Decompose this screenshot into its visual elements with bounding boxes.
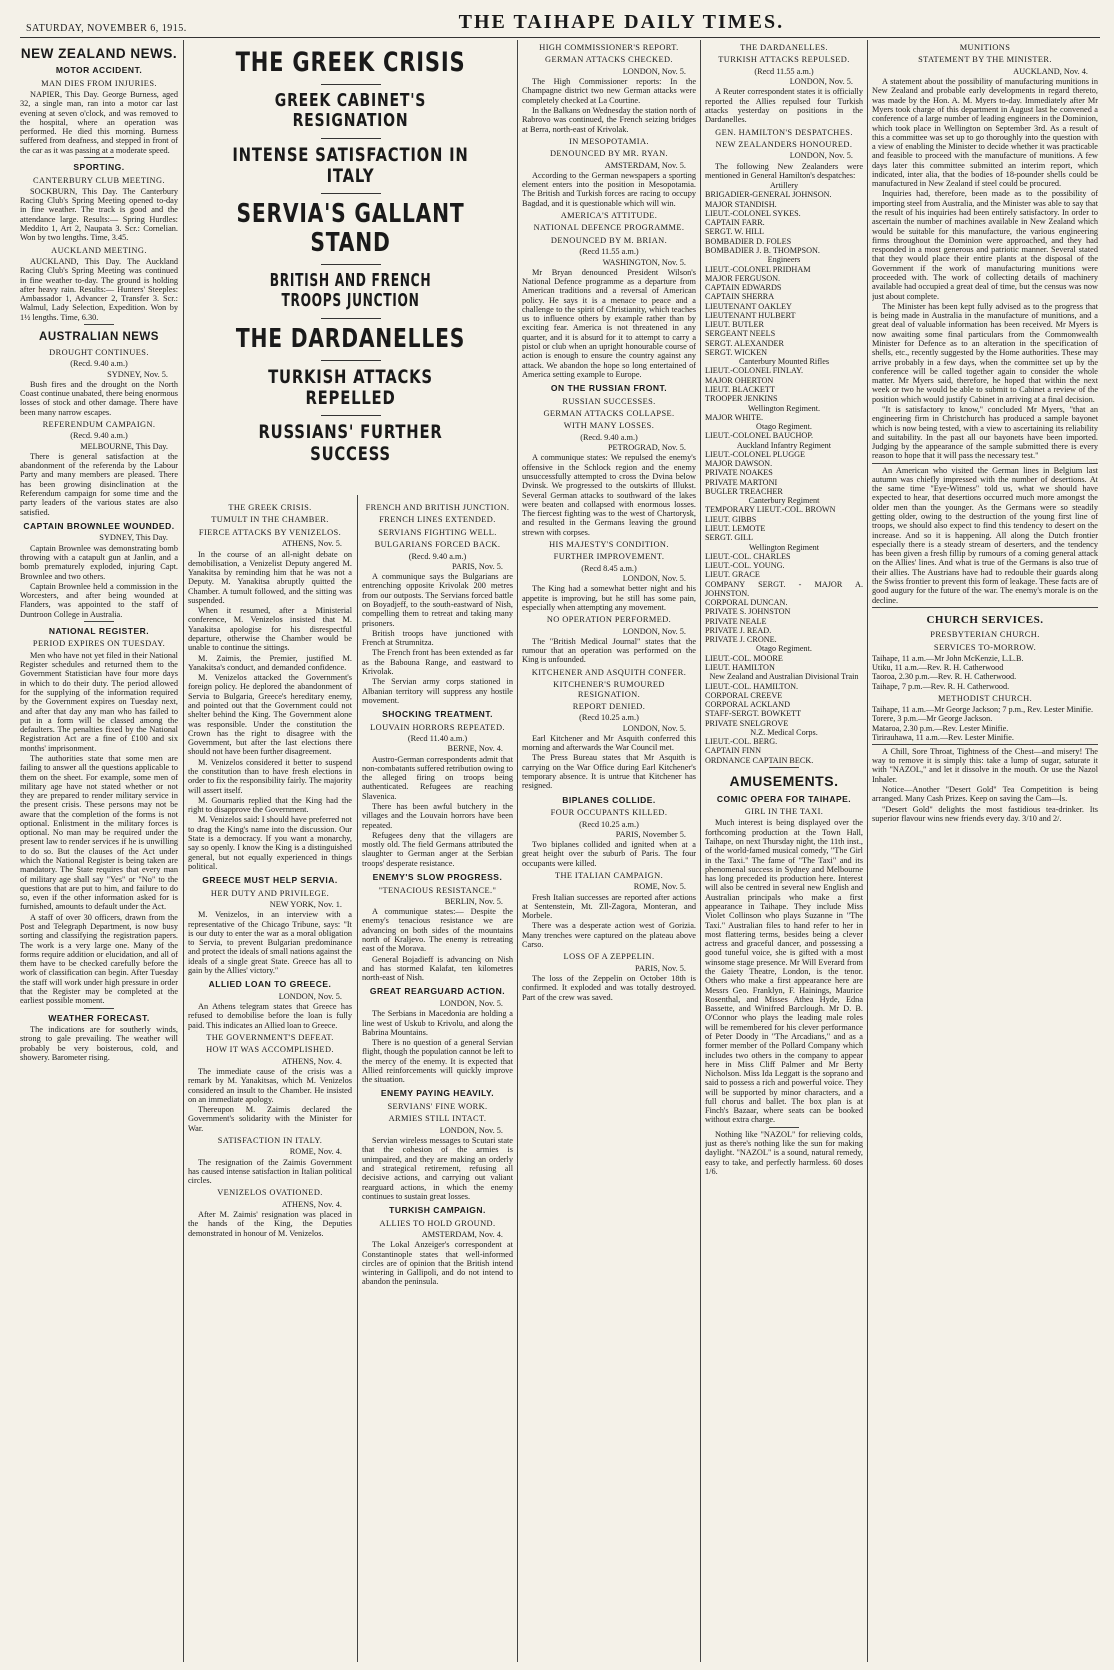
article-heading: NATIONAL REGISTER. — [48, 625, 150, 636]
article-subheading: BULGARIANS FORCED BACK. — [374, 540, 501, 550]
article-subheading: STATEMENT BY THE MINISTER. — [918, 55, 1052, 65]
article-body: The following New Zealanders were mentioned in General Hamilton's despatches: — [705, 161, 863, 180]
honoured-name: LIEUT.-COLONEL SYKES. — [705, 208, 801, 218]
honoured-name: BOMBADIER J. B. THOMPSON. — [705, 246, 820, 256]
article-body: AUCKLAND, This Day. The Auckland Racing Club's Spring Meeting was continued in fine weather to-day. The ground is holding after heavy rain. Results:— Hunters' Steeples: Ambassador 1, Advancer 2, Transfer 3. Scr.: Walmul, Lady Selection, Expedition. Won by 1½ lengths. Time, 6.30. — [20, 257, 178, 322]
article-subheading: LOUVAIN HORRORS REPEATED. — [370, 722, 505, 732]
article-heading: THE GREEK CRISIS. — [228, 503, 312, 512]
dateline: ROME, Nov. 5. — [633, 882, 686, 892]
dateline: ATHENS, Nov. 4. — [281, 1056, 342, 1066]
unit-heading: Canterbury Mounted Rifles — [738, 357, 830, 367]
article-body: NAPIER, This Day. George Burness, aged 32, a single man, ran into a motor car last evening at seven o'clock, and was removed to the hospital, where an operation was performed. He died this morning. Burness suffered from deafness, and stepped in front of the car as it was passing at a moderate speed. — [20, 90, 178, 155]
article-heading: ON THE RUSSIAN FRONT. — [550, 383, 668, 394]
article-subheading: WITH MANY LOSSES. — [563, 421, 655, 431]
article-subheading: ARMIES STILL INTACT. — [388, 1114, 487, 1124]
service-item: Taihape, 11 a.m.—Mr John McKenzie, L.L.B. — [872, 653, 1024, 663]
honoured-name: TROOPER JENKINS — [705, 394, 778, 404]
honoured-name: LIEUT. BUTLER — [705, 320, 764, 330]
article-heading: FRENCH AND BRITISH JUNCTION. — [365, 503, 510, 512]
article-body: Mr Bryan denounced President Wilson's National Defence programme as a departure from American traditions and a reversal of American policy. He says it is a menace to peace and a challenge to the spirit of Christianity, which teaches us to influence others by example rather than by exciting fear. America is not threatened in any quarter, and it is absurd for it to attempt to carry a pistol or club when an upright honourable course of action is enough to ensure the country against any attack. We abandon the hope so long entertained of America setting example to Europe. — [522, 267, 696, 379]
article-body: Bush fires and the drought on the North Coast continue unabated, there being enormous losses of stock and other damage. There have been many narrow escapes. — [20, 379, 178, 417]
unit-heading: Wellington Regiment. — [747, 403, 821, 413]
article-body: There is no question of a general Servian flight, though the population cannot be left to the mercy of the enemy. It is expected that Allied reinforcements will quickly improve the situation. — [362, 1038, 513, 1085]
honoured-name: CAPTAIN FARR. — [705, 218, 765, 228]
received-time: (Recd 11.55 a.m.) — [579, 247, 639, 257]
article-body: A communique states:— Despite the enemy's tenacious resistance we are advancing on both sides of the mountains north of Kraljevo. The enemy is retreating east of the Morava. — [362, 907, 513, 954]
article-subheading: KITCHENER'S RUMOURED RESIGNATION. — [553, 680, 665, 699]
article-subheading: DENOUNCED BY MR. RYAN. — [549, 149, 669, 159]
honoured-name: MAJOR OHERTON — [705, 375, 774, 385]
honoured-name: CAPTAIN FINN — [705, 746, 761, 756]
honoured-name: SERGT. WICKEN — [705, 347, 768, 357]
honoured-name: PRIVATE NOAKES — [705, 468, 773, 478]
received-time: (Recd. 9.40 a.m.) — [70, 431, 128, 441]
banner-line: SERVIA'S GALLANT STAND — [236, 199, 465, 259]
column-6 — [872, 40, 1098, 1662]
article-heading: COMIC OPERA FOR TAIHAPE. — [716, 793, 852, 804]
article-body: Captain Brownlee held a commission in the Worcesters, and after being wounded at Flanders, was appointed to the staff of Duntroon College in Australia. — [20, 581, 178, 619]
honoured-name: SERGT. W. HILL — [705, 227, 764, 237]
article-subheading: CANTERBURY CLUB MEETING. — [33, 175, 165, 185]
article-heading: ENEMY'S SLOW PROGRESS. — [372, 871, 503, 882]
banner-line: RUSSIANS' FURTHER SUCCESS — [258, 421, 443, 465]
article-body: There is general satisfaction at the abandonment of the referenda by the Labour Party and many members are pleased. There has been growing disinclination at the Referendum campaign for some time and the party leaders of the various states are also satisfied. — [20, 451, 178, 517]
honoured-name: LIEUT.-COLONEL FINLAY. — [705, 366, 804, 376]
dateline: BERLIN, Nov. 5. — [444, 896, 503, 906]
article-heading: SATISFACTION IN ITALY. — [217, 1135, 323, 1145]
dateline: LONDON, Nov. 5. — [789, 151, 853, 161]
article-subheading: TUMULT IN THE CHAMBER. — [211, 515, 329, 525]
article-body: The resignation of the Zaimis Government has caused intense satisfaction in Italian political circles. — [188, 1157, 352, 1186]
service-item: Torere, 3 p.m.—Mr George Jackson. — [872, 714, 993, 724]
honoured-name: LIEUT.-COLONEL PLUGGE — [705, 449, 806, 459]
column-rule — [357, 495, 358, 1662]
honoured-name: CAPTAIN SHERRA — [705, 292, 775, 302]
article-heading: THE ITALIAN CAMPAIGN. — [554, 870, 664, 880]
unit-heading: Wellington Regiment — [748, 542, 820, 552]
article-heading: TURKISH CAMPAIGN. — [389, 1205, 486, 1216]
article-body: A staff of over 30 officers, drawn from the Post and Telegraph Department, is now busy sorting and classifying the registration papers. The work is a very large one. Many of the forms require addition or elucidation, and all of them have to be checked carefully before the work of classification can begin. After Tuesday the staff will work under high pressure in order that the Register may be completed at the earliest possible moment. — [20, 912, 178, 1006]
honoured-name: LIEUT.-COL. YOUNG. — [705, 561, 785, 571]
article-body: The loss of the Zeppelin on October 18th is confirmed. It exploded and was totally destroyed. Part of the crew was saved. — [522, 974, 696, 1002]
article-subheading: SERVIANS' FINE WORK. — [387, 1102, 488, 1111]
column-rule — [183, 40, 184, 1662]
honoured-name: LIEUTENANT HULBERT — [705, 310, 796, 320]
service-item: Taoroa, 2.30 p.m.—Rev. R. H. Catherwood. — [872, 672, 1017, 682]
article-heading: VENIZELOS OVATIONED. — [217, 1188, 323, 1198]
article-heading: NO OPERATION PERFORMED. — [546, 615, 672, 625]
dateline: PARIS, November 5. — [615, 829, 686, 839]
column-5 — [705, 40, 863, 1662]
banner-line: TURKISH ATTACKS REPELLED — [268, 365, 433, 409]
article-body: Thereupon M. Zaimis declared the Government's solidarity with the Minister for War. — [188, 1105, 352, 1133]
article-body: Servian wireless messages to Scutari state that the cohesion of the armies is unimpaired, and they are making an orderly and strategical retirement, refusing all decisive actions, and carrying out valiant rearguard actions, in which the enemy continues to sustain great losses. — [362, 1136, 513, 1201]
article-body: The Minister has been kept fully advised as to the progress that is being made in Australia in the manufacture of munitions, and a great deal of valuable information has been received. Mr Myers is now awaiting some final particulars from the Commonwealth Minister for Defence as to an alteration in the specification of shells, etc., recently suggested by the Home authorities. These may arrive probably in a few days, when the committee set up by the conference will be called together again to consider the whole matter. Mr Myers said, therefore, he hoped that within the next week or two he would be able to submit to Cabinet a review of the position which would justify Cabinet in arriving at a final decision. — [872, 301, 1098, 404]
article-subheading: REPORT DENIED. — [572, 701, 646, 711]
columns — [20, 40, 1100, 1662]
article-heading: AMERICA'S ATTITUDE. — [560, 211, 658, 220]
article-heading: THE DARDANELLES. — [740, 43, 828, 52]
article-subheading: GIRL IN THE TAXI. — [744, 807, 824, 817]
church-heading: PRESBYTERIAN CHURCH. — [930, 630, 1040, 640]
unit-heading: Otago Regiment. — [756, 422, 812, 432]
honoured-name: LIEUT.-COL. BERG. — [705, 737, 778, 747]
article-subheading: FURTHER IMPROVEMENT. — [553, 552, 665, 562]
article-subheading: GERMAN ATTACKS CHECKED. — [545, 55, 673, 65]
article-body: According to the German newspapers a sporting element enters into the position in Mesopotamia. The British and Turkish forces are racing to occupy Bagdad, and it is questionable which will win. — [522, 170, 696, 208]
honoured-name: LIEUT. GRACE — [705, 570, 760, 580]
dateline: LONDON, Nov. 5. — [439, 1125, 503, 1135]
received-time: (Recd 8.45 a.m.) — [581, 563, 637, 573]
honoured-name: LIEUTENANT OAKLEY — [705, 301, 792, 311]
article-subheading: HER DUTY AND PRIVILEGE. — [210, 888, 330, 898]
article-body: Much interest is being displayed over the forthcoming production at the Town Hall, Taihape, on next Thursday night, the 11th inst., of the world-famed musical comedy, "The Girl in the Taxi." The fame of "The Taxi" and its phenomenal success in Sydney and Melbourne has long preceded its production here. Interest will also be centred in several new English and Australian principals who make a first appearance in Taihape. They include Miss Violet Collinson who plays Suzanne in "The Taxi." Australian files to hand refer to her in most flattering terms, besides being a clever actress and graceful dancer, and possessing a good tuneful voice, she is gifted with a most winsome stage presence. Mr Will Everard from the Gaiety Theatre, London, is the tenor. Others who make a first appearance here are Messrs Geo. Franklyn, F. Hainings, Maurice Rosenthal, and Misses Athea Hyde, Edna Bassette, and Winifred Barclough. Mr D. B. O'Connor who plays the leading male roles will be remembered for his clever performance of Peter Doody in "The Arcadians," and as a former member of the Pollard Company which includes two others in the company to appear here in Miss Cliff Palmer and Mr Berty Nicholson. Miss Ida Leggatt is the soprano and said to possess a rich and powerful voice. They will be supported by minor characters, and a full chorus and ballet. The box plan is at Finch's Bazaar, where seats can be booked without extra charge. — [705, 818, 863, 1125]
advertisement: A Chill, Sore Throat, Tightness of the Chest—and misery! The way to remove it is simply this: take a lump of sugar, saturate it with "NAZOL," and let it dissolve in the mouth. Or use the Nazol Inhaler. — [872, 746, 1098, 784]
honoured-name: LIEUT.-COLONEL PRIDHAM — [705, 264, 811, 274]
amusements-heading: AMUSEMENTS. — [729, 772, 839, 789]
received-time: (Recd. 9.40 a.m.) — [70, 359, 128, 369]
honoured-name: MAJOR STANDISH. — [705, 199, 777, 209]
dateline: LONDON, Nov. 5. — [622, 66, 686, 76]
article-subheading: ALLIES TO HOLD GROUND. — [379, 1218, 496, 1228]
article-heading: WEATHER FORECAST. — [48, 1012, 150, 1023]
article-body: Fresh Italian successes are reported after actions at Sentenstein, Mt. Zll-Zagora, Monteran, and Morbele. — [522, 892, 696, 921]
article-body: After M. Zaimis' resignation was placed in the hands of the King, the Deputies demonstrated in honour of M. Venizelos. — [188, 1210, 352, 1238]
church-subheading: SERVICES TO-MORROW. — [933, 642, 1037, 652]
article-body: Captain Brownlee was demonstrating bomb throwing with a catapult gun at Janlin, and a bomb prematurely exploded, injuring Capt. Brownlee and two others. — [20, 543, 178, 581]
dateline: AMSTERDAM, Nov. 4. — [421, 1229, 503, 1239]
article-heading: MUNITIONS — [959, 43, 1011, 52]
dateline: ROME, Nov. 4. — [289, 1147, 342, 1157]
article-subheading: DENOUNCED BY M. BRIAN. — [550, 235, 668, 245]
article-body: M. Venizelos, in an interview with a representative of the Chicago Tribune, says: "It is our duty to enter the war as a moral obligation to Servia, to prevent Bulgarian predominance and protect the ideals of small nations against the ideals of a single great State. Greece has all to gain by the Allies' victory." — [188, 910, 352, 975]
honoured-name: PRIVATE SNELGROVE — [705, 718, 789, 728]
dateline: WASHINGTON, Nov. 5. — [602, 257, 686, 267]
honoured-name: SERGT. ALEXANDER — [705, 338, 784, 348]
article-body: Men who have not yet filed in their National Register schedules and returned them to the Government Statistician have four more days in which to do their duty. The period allowed for the supplying of the information required by the Government expires on Tuesday next, and after that day any man who has failed to put in a form will be classed among the defaulters. The penalties fixed by the National Registration Act are a fine of £100 and six months' imprisonment. — [20, 650, 178, 753]
article-heading: SHOCKING TREATMENT. — [382, 709, 493, 720]
dateline: PETROGRAD, Nov. 5. — [607, 443, 686, 453]
honoured-name: CORPORAL ACKLAND — [705, 700, 790, 710]
received-time: (Recd 10.25 a.m.) — [579, 819, 639, 829]
column-rule — [700, 40, 701, 1662]
church-heading: METHODIST CHURCH. — [937, 693, 1033, 703]
honoured-name: STAFF-SERGT. BOWKETT — [705, 709, 802, 719]
honoured-name: MAJOR WHITE. — [705, 412, 764, 422]
unit-heading: Engineers — [767, 255, 801, 265]
australian-news-heading: AUSTRALIAN NEWS — [39, 330, 159, 343]
received-time: (Recd. 9.40 a.m.) — [580, 432, 638, 442]
article-subheading: DROUGHT CONTINUES. — [49, 347, 149, 357]
article-body: M. Venizelos attacked the Government's foreign policy. He deplored the abandonment of Servia to Bulgaria, Greece's hereditary enemy, and pointed out that the Government could not shelter behind the King. The Government alone was responsible. Under the constitution the Crown has the right to disagree with the Government, but after the last elections there should not have been further disagreement. — [188, 673, 352, 757]
article-subheading: GERMAN ATTACKS COLLAPSE. — [543, 409, 675, 419]
article-heading: THE GOVERNMENT'S DEFEAT. — [206, 1032, 334, 1042]
article-body: M. Venizelos considered it better to suspend the constitution than to have fresh elections in order to fix the responsibility fairly. The majority will assert itself. — [188, 757, 352, 795]
article-subheading: SERVIANS FIGHTING WELL. — [378, 527, 497, 537]
honoured-name: LIEUT.-COL. CHARLES — [705, 551, 791, 561]
article-heading: ALLIED LOAN TO GREECE. — [208, 979, 332, 990]
article-body: An American who visited the German lines in Belgium last autumn was chiefly impressed with the number of desertions. At the same time "Eye-Witness" told us, what we should have expected to hear, that desertions occurred much more amongst the older men than the younger. As the Germans were so steadily getting older, owing to the destruction of the young first line of troops, we should also expect to find this tendency to desert on the increase. And so it is happening. All along the Dutch frontier especially there is a steady stream of deserters, and the tendency has been given a fresh fillip by rumours of a coming general attack on the Allies' lines. And what is true of the Germans is also true of their allies. The Austrians have had to redouble their guards along the Swiss frontier to prevent this form of leakage. These facts are of good augury for the future of the war. The enemy's morale is on the decline. — [872, 465, 1098, 605]
honoured-name: BOMBADIER D. FOLES — [705, 236, 792, 246]
newspaper-title: THE TAIHAPE DAILY TIMES. — [458, 11, 785, 33]
nz-news-heading: NEW ZEALAND NEWS. — [20, 46, 178, 61]
article-body: A statement about the possibility of manufacturing munitions in New Zealand and probable early developments in regard thereto, was made by the Hon. A. M. Myers to-day. Immediately after Mr Myers took charge of this department in August last he convened a conference of a large number of leading engineers in the Dominion, which took place in Wellington on September 3rd. As a result of this a committee was set up to go thoroughly into the question with a view of enabling the Minister to decide whether it was practicable and feasible to proceed with the manufacture of munitions. A few days later this committee submitted an interim report, which indicated, inter alia, that the bodies of 18-pounder shells could be manufactured in New Zealand if steel could be procured. — [872, 77, 1098, 189]
article-subheading: HOW IT WAS ACCOMPLISHED. — [206, 1045, 334, 1055]
dateline: LONDON, Nov. 5. — [622, 574, 686, 584]
honoured-name: SERGT. GILL — [705, 533, 754, 543]
honoured-name: LIEUT. HAMILTON — [705, 662, 775, 672]
dateline: SYDNEY, Nov. 5. — [107, 369, 168, 379]
honoured-name: PRIVATE S. JOHNSTON — [705, 607, 791, 617]
dateline: NEW YORK, Nov. 1. — [269, 899, 342, 909]
received-time: (Recd 11.55 a.m.) — [754, 66, 814, 76]
article-body: In the course of an all-night debate on demobilisation, a Venizelist Deputy angered M. Yanakitsa by reminding him that he was not a Deputy. M. Yanakitsa abruptly quitted the Chamber. A tumult followed, and the sitting was suspended. — [188, 549, 352, 605]
article-subheading: FIERCE ATTACKS BY VENIZELOS. — [198, 527, 342, 537]
honoured-name: LIEUT.-COL. HAMILTON. — [705, 681, 799, 691]
column-rule — [867, 40, 868, 1662]
article-heading: HIGH COMMISSIONER'S REPORT. — [539, 43, 679, 52]
received-time: (Recd. 9.40 a.m.) — [408, 551, 467, 561]
issue-date: SATURDAY, NOVEMBER 6, 1915. — [26, 23, 187, 34]
article-subheading: FRENCH LINES EXTENDED. — [379, 515, 496, 525]
unit-heading: N.Z. Medical Corps. — [750, 727, 818, 737]
article-body: A communique states: We repulsed the enemy's offensive in the Schlock region and the enemy unsuccessfully attempted to cross the Dvina below Dvinsk. We progressed to the outskirts of Illukst. Several German attacks to southward of the lakes were beaten and collapsed with enormous losses. The fiercest fighting was to the west of Chartorysk, and resulted in the Germans leaving the ground strewn with corpses. — [522, 453, 696, 537]
honoured-name: BUGLER TREACHER — [705, 486, 783, 496]
received-time: (Recd 10.25 a.m.) — [579, 713, 639, 723]
honoured-name: PRIVATE J. CRONE. — [705, 635, 777, 645]
honoured-name: CORPORAL DUNCAN. — [705, 598, 788, 608]
article-body: The King had a somewhat better night and his appetite is improving, but he still has some pain, especially when attempting any movement. — [522, 584, 696, 612]
column-2 — [188, 500, 352, 1662]
service-item: Utiku, 11 a.m.—Rev. R. H. Catherwood — [872, 663, 1004, 673]
article-subheading: PERIOD EXPIRES ON TUESDAY. — [32, 639, 166, 649]
article-body: There was a desperate action west of Gorizia. Many trenches were captured on the plateau above Carso. — [522, 921, 696, 950]
honoured-name: LIEUT. LEMOTE — [705, 523, 766, 533]
service-item: Mataroa, 2.30 p.m.—Rev. Lester Minifie. — [872, 723, 1009, 733]
article-heading: ENEMY PAYING HEAVILY. — [380, 1088, 495, 1099]
honoured-name: CAPTAIN EDWARDS — [705, 283, 782, 293]
article-heading: GREECE MUST HELP SERVIA. — [202, 875, 338, 886]
article-body: The Press Bureau states that Mr Asquith is carrying on the War Office during Earl Kitchener's temporary absence. It is untrue that Kitchener has resigned. — [522, 753, 696, 791]
article-subheading: AUCKLAND MEETING. — [51, 245, 147, 255]
article-body: The "British Medical Journal" states that the rumour that an operation was performed on the King is unfounded. — [522, 636, 696, 665]
article-body: M. Zaimis, the Premier, justified M. Yanakitsa's conduct, and demanded confidence. — [188, 653, 352, 672]
unit-heading: New Zealand and Australian Divisional Train — [709, 672, 859, 682]
honoured-name: PRIVATE MARTONI — [705, 477, 778, 487]
banner-line: INTENSE SATISFACTION IN ITALY — [232, 143, 469, 187]
article-body: Two biplanes collided and ignited when at a great height over the suburb of Paris. The four occupants were killed. — [522, 840, 696, 868]
honoured-name: MAJOR DAWSON. — [705, 459, 773, 469]
banner-line: BRITISH AND FRENCH TROOPS JUNCTION — [269, 270, 432, 312]
article-body: There has been awful butchery in the villages and the Louvain horrors have been repeated. — [362, 802, 513, 830]
article-body: In the Balkans on Wednesday the station north of Rabrovo was continued, the French seizing bridges at Berra, north-east of Krivolak. — [522, 105, 696, 134]
service-item: Taihape, 7 p.m.—Rev. R. H. Catherwood. — [872, 681, 1010, 691]
article-body: The Servian army corps stationed in Albanian territory will suppress any hostile movement. — [362, 677, 513, 705]
unit-heading: Artillery — [769, 181, 799, 191]
article-body: SOCKBURN, This Day. The Canterbury Racing Club's Spring Meeting opened to-day in fine weather. The track is good and the attendance large. Results:— Spring Hurdles: Meddito 1, Art 2, Naupata 3. Scr.: Cornelian. Won by two lengths. Time, 3.45. — [20, 186, 178, 243]
dateline: PARIS, Nov. 5. — [634, 963, 686, 973]
article-heading: SPORTING. — [73, 162, 125, 172]
banner-line: GREEK CABINET'S RESIGNATION — [274, 90, 427, 132]
article-subheading: TURKISH ATTACKS REPULSED. — [718, 55, 850, 65]
dateline: AMSTERDAM, Nov. 5. — [604, 160, 686, 170]
service-list — [872, 705, 1098, 742]
advertisement: Notice—Another "Desert Gold" Tea Competition is being arranged. Many Cash Prizes. Keep on saving the Cam—ls. — [872, 785, 1098, 804]
article-body: The Serbians in Macedonia are holding a line west of Uskub to Krivolu, and along the Babrina Mountains. — [362, 1009, 513, 1037]
honoured-name: MAJOR FERGUSON. — [705, 273, 781, 283]
article-body: A Reuter correspondent states it is officially reported the Allies repulsed four Turkish attacks yesterday on positions in the Dardanelles. — [705, 87, 863, 125]
dateline: LONDON, Nov. 5. — [622, 723, 686, 733]
article-subheading: FOUR OCCUPANTS KILLED. — [550, 808, 668, 818]
banner-line: THE DARDANELLES — [235, 323, 466, 354]
honoured-name: LIEUT.-COLONEL BAUCHOP. — [705, 431, 814, 441]
article-body: The High Commissioner reports: In the Champagne district two new German attacks were completely checked at La Courtine. — [522, 77, 696, 105]
article-heading: LOSS OF A ZEPPELIN. — [563, 952, 655, 962]
article-subheading: RUSSIAN SUCCESSES. — [562, 396, 656, 406]
dateline: LONDON, Nov. 5. — [789, 77, 853, 87]
column-1 — [20, 40, 178, 1662]
dateline: PARIS, Nov. 5. — [451, 561, 503, 571]
article-heading: GEN. HAMILTON'S DESPATCHES. — [715, 127, 853, 137]
article-body: M. Venizelos said: I should have preferred not to drag the King's name into the discussion. Our State is a democracy. If you want a monarchy, say so openly. I know the King is a distinguished general, but not equally experienced in things political. — [188, 815, 352, 871]
unit-heading: Auckland Infantry Regiment — [736, 440, 832, 450]
dateline: BERNE, Nov. 4. — [447, 744, 503, 754]
received-time: (Recd 11.40 a.m.) — [407, 734, 468, 744]
article-subheading: REFERENDUM CAMPAIGN. — [42, 419, 156, 429]
service-list — [872, 654, 1098, 691]
dateline: LONDON, Nov. 5. — [439, 998, 503, 1008]
article-subheading: MAN DIES FROM INJURIES. — [41, 78, 157, 88]
dateline: MELBOURNE, This Day. — [80, 441, 168, 451]
article-body: The immediate cause of the crisis was a remark by M. Yanakitsas, which M. Venizelos considered an insult to the Chamber. He insisted on an immediate apology. — [188, 1066, 352, 1104]
honoured-name: LIEUT.-COL. MOORE — [705, 653, 783, 663]
dateline: LONDON, Nov. 5. — [278, 991, 342, 1001]
article-subheading: NEW ZEALANDERS HONOURED. — [715, 139, 853, 149]
article-body: The Lokal Anzeiger's correspondent at Constantinople states that well-informed circles are of opinion that the British intend wintering in Gallipoli, and do not intend to abandon the peninsula. — [362, 1240, 513, 1287]
advertisement: "Desert Gold" delights the most fastidious tea-drinker. Its superior flavour wins new friends every day. 3/10 and 2/. — [872, 804, 1098, 823]
banner-line: THE GREEK CRISIS — [235, 47, 466, 78]
article-heading: IN MESOPOTAMIA. — [569, 136, 649, 146]
honoured-name: LIEUT. GIBBS — [705, 514, 757, 524]
article-body: British troops have junctioned with French at Strumnitza. — [362, 628, 513, 648]
article-heading: CAPTAIN BROWNLEE WOUNDED. — [23, 520, 175, 531]
article-body: "It is satisfactory to know," concluded Mr Myers, "that an engineering firm in Christchurch has produced a sample bayonet which is now being tested, with a view to ascertaining its reliability and suitability. In the past all our bayonets have been imported. Judging by the appearance of the sample submitted there is every reason to hope that it will pass the necessary test." — [872, 404, 1098, 461]
dateline: AUCKLAND, Nov. 4. — [1013, 66, 1088, 76]
article-body: When it resumed, after a Ministerial conference, M. Venizelos insisted that M. Yanakitsa apologise for his disrespectful departure, otherwise the Chamber would be unable to continue the sittings. — [188, 606, 352, 653]
honoured-name: PRIVATE NEALE — [705, 616, 767, 626]
honours-list — [705, 181, 863, 765]
masthead — [20, 11, 1100, 38]
unit-heading: Otago Regiment. — [756, 644, 812, 654]
column-rule — [517, 40, 518, 1662]
dateline: ATHENS, Nov. 5. — [281, 539, 342, 549]
article-subheading: NATIONAL DEFENCE PROGRAMME. — [533, 223, 685, 233]
article-subheading: "TENACIOUS RESISTANCE." — [378, 885, 497, 895]
article-heading: KITCHENER AND ASQUITH CONFER. — [531, 667, 687, 677]
honoured-name: CORPORAL CREEVE — [705, 690, 783, 700]
honoured-name: BRIGADIER-GENERAL JOHNSON. — [705, 190, 832, 200]
article-heading: HIS MAJESTY'S CONDITION. — [549, 539, 669, 549]
church-services-heading: CHURCH SERVICES. — [926, 613, 1044, 626]
article-body: Earl Kitchener and Mr Asquith conferred this morning and afterwards the War Council met. — [522, 733, 696, 753]
unit-heading: Canterbury Regiment — [748, 496, 820, 506]
honoured-name: COMPANY SERGT. - MAJOR A. JOHNSTON. — [705, 579, 863, 598]
advertisement: Nothing like "NAZOL" for relieving colds, just as there's nothing like the sun for making daylight. "NAZOL" is a sound, natural remedy, easy to take, and perfectly harmless. 60 doses 1/6. — [705, 1129, 863, 1176]
article-heading: GREAT REARGUARD ACTION. — [369, 986, 506, 997]
honoured-name: SERGEANT NEELS — [705, 329, 776, 339]
honoured-name: PRIVATE J. READ. — [705, 625, 772, 635]
article-body: A communique says the Bulgarians are entrenching opposite Krivolak 200 metres from our outposts. The Servians forced battle on Boyadjeff, to the south-eastward of Nish, compelling them to retreat and taking many prisoners. — [362, 572, 513, 628]
article-body: An Athens telegram states that Greece has refused to demobilise before the loan is fully paid. This indicates an Allied loan to Greece. — [188, 1002, 352, 1030]
article-body: General Bojadieff is advancing on Nish and has stormed Kalafat, ten kilometres north-east of Nish. — [362, 954, 513, 983]
article-body: The authorities state that some men are failing to answer all the questions applicable to them on the sheet. For example, some men of military age have not stated whether or not they are prepared to render military service in the present crisis. These persons may not be aware that the completion of the forms is not optional. Enlistment in the military forces is optional. No man may be required under the present law to render services if he is unwilling to do so. But the clauses of the Act under which the National Register is being taken are mandatory. The State requires that every man of military age shall say "Yes" or "No" to the questions that are put to him, and failure to do so, even if the other information asked for is furnished, amounts to default under the Act. — [20, 753, 178, 912]
dateline: SYDNEY, This Day. — [99, 533, 168, 543]
honoured-name: ORDNANCE CAPTAIN BECK. — [705, 755, 814, 765]
honoured-name: LIEUT. BLACKETT — [705, 385, 775, 394]
dateline: LONDON, Nov. 5. — [622, 626, 686, 636]
column-4 — [522, 40, 696, 1662]
banner-headlines — [188, 40, 513, 495]
honoured-name: TEMPORARY LIEUT.-COL. BROWN — [705, 505, 836, 515]
service-item: Tirirauhawa, 11 a.m.—Rev. Lester Minifie. — [872, 732, 1014, 742]
article-heading: MOTOR ACCIDENT. — [55, 65, 143, 76]
dateline: ATHENS, Nov. 4. — [281, 1199, 342, 1209]
article-body: Refugees deny that the villagers are mostly old. The field Germans attributed the slaughter to German anger at the Serbian troops' desperate resistance. — [362, 830, 513, 868]
article-body: M. Gournaris replied that the King had the right to disapprove the Government. — [188, 795, 352, 815]
article-heading: BIPLANES COLLIDE. — [562, 794, 656, 805]
article-body: The French front has been extended as far as the Babouna Range, and eastward to Krivolak. — [362, 648, 513, 676]
article-body: The indications are for southerly winds, strong to gale prevailing. The weather will probably be very boisterous, cold, and showery. Barometer rising. — [20, 1025, 178, 1062]
article-body: Inquiries had, therefore, been made as to the possibility of importing steel from Australia, and the Minister was able to say that the result of his inquiries had been entirely satisfactory. In order to ascertain the number of machines available in New Zealand which would be suitable for this manufacture, the various engineering firms throughout the Dominion were approached, and they had responded in a most generous and patriotic manner. Several stated that they would place their entire plants at the disposal of the Government if the work of manufacturing munitions were proceeded with. The work of collecting details of machinery available had occupied a great deal of time, but the census was now just about complete. — [872, 189, 1098, 301]
column-3 — [362, 500, 513, 1662]
service-item: Taihape, 11 a.m.—Mr George Jackson; 7 p.m., Rev. Lester Minifie. — [872, 705, 1094, 715]
article-body: Austro-German correspondents admit that non-combatants suffered retribution owing to the alleged firing on troops being authenticated. Refugees are reaching Slavenica. — [362, 754, 513, 801]
